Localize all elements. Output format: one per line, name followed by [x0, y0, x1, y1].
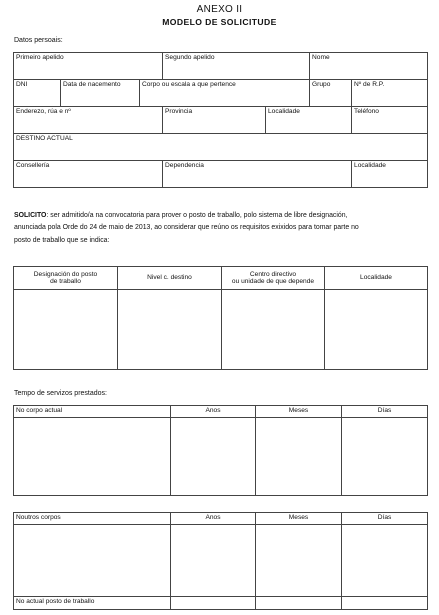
- current-corps-years-cell[interactable]: [171, 418, 256, 496]
- current-corps-days-cell[interactable]: [342, 418, 428, 496]
- first-surname-field[interactable]: [14, 53, 163, 80]
- other-days-header: [342, 513, 428, 525]
- current-corps-months-cell[interactable]: [256, 418, 342, 496]
- other-corps-years-cell[interactable]: [171, 525, 256, 597]
- phone-label: Teléfono: [354, 108, 379, 115]
- other-corps-label: Noutros corpos: [16, 514, 61, 521]
- corps-field[interactable]: [140, 80, 310, 107]
- directive-centre-line-1: Centro directivo: [249, 270, 297, 278]
- years-label: Anos: [205, 407, 221, 414]
- other-corps-months-cell[interactable]: [256, 525, 342, 597]
- request-line-1-text: : ser admitido/a na convocatoria para prover o posto de traballo, polo sistema de libre designación,: [46, 212, 348, 219]
- current-post-label: No actual posto de traballo: [16, 598, 95, 605]
- second-surname-field[interactable]: [163, 53, 310, 80]
- locality-label: Localidade: [268, 108, 300, 115]
- annex-number: ANEXO II: [196, 4, 243, 15]
- other-corps-table: [13, 512, 428, 610]
- destination-level-header: [118, 267, 222, 290]
- other-months-header: [256, 513, 342, 525]
- other-corps-days-cell[interactable]: [342, 525, 428, 597]
- post-locality-cell[interactable]: [325, 290, 428, 370]
- directive-centre-header: [222, 267, 325, 290]
- second-surname-label: Segundo apelido: [165, 54, 215, 61]
- current-corps-header: [14, 406, 171, 418]
- current-post-days-cell[interactable]: [342, 597, 428, 610]
- province-field[interactable]: [163, 107, 266, 134]
- personal-data-label: Datos persoais:: [14, 37, 63, 44]
- rp-number-label: Nº de R.P.: [354, 81, 385, 88]
- current-corps-cell[interactable]: [14, 418, 171, 496]
- dni-field[interactable]: [14, 80, 61, 107]
- department-field[interactable]: [163, 161, 352, 188]
- other-years-header: [171, 513, 256, 525]
- destination-locality-label: Localidade: [354, 162, 386, 169]
- current-post-row[interactable]: [14, 597, 171, 610]
- rp-number-field[interactable]: [352, 80, 428, 107]
- years-header: [171, 406, 256, 418]
- personal-data-table: [13, 52, 428, 188]
- current-corps-label: No corpo actual: [16, 407, 63, 414]
- birth-date-field[interactable]: [61, 80, 140, 107]
- days-label: Días: [377, 407, 392, 414]
- ministry-label: Consellería: [16, 162, 50, 169]
- current-destination-label: DESTINO ACTUAL: [16, 135, 73, 142]
- current-corps-table: [13, 405, 428, 496]
- name-label: Nome: [312, 54, 330, 61]
- group-field[interactable]: [310, 80, 352, 107]
- directive-centre-line-2: ou unidade de que depende: [231, 278, 315, 285]
- post-designation-line-1: Designación do posto: [33, 270, 98, 278]
- ministry-field[interactable]: [14, 161, 163, 188]
- destination-level-cell[interactable]: [118, 290, 222, 370]
- group-label: Grupo: [312, 81, 331, 88]
- address-label: Enderezo, rúa e nº: [16, 108, 71, 115]
- province-label: Provincia: [165, 108, 193, 115]
- request-lead: SOLICITO: [14, 212, 47, 219]
- post-designation-line-2: de traballo: [50, 278, 81, 285]
- other-corps-header: [14, 513, 171, 525]
- request-line-2: anunciada pola Orde do 24 de maio de 2013, ao considerar que reúno os requisitos exixidos para tomar parte no: [14, 224, 359, 232]
- dni-label: DNI: [16, 81, 28, 88]
- post-table: [13, 266, 428, 370]
- post-designation-cell[interactable]: [14, 290, 118, 370]
- department-label: Dependencia: [165, 162, 204, 169]
- phone-field[interactable]: [352, 107, 428, 134]
- first-surname-label: Primeiro apelido: [16, 54, 64, 61]
- request-line-1: [14, 210, 425, 222]
- birth-date-label: Data de nacemento: [63, 81, 121, 88]
- post-locality-label: Localidade: [360, 274, 392, 282]
- destination-locality-field[interactable]: [352, 161, 428, 188]
- other-months-label: Meses: [288, 514, 309, 521]
- name-field[interactable]: [310, 53, 428, 80]
- current-destination-field[interactable]: [14, 134, 428, 161]
- months-header: [256, 406, 342, 418]
- destination-level-label: Nivel c. destino: [147, 274, 192, 282]
- service-time-label: Tempo de servizos prestados:: [14, 390, 107, 397]
- address-field[interactable]: [14, 107, 163, 134]
- months-label: Meses: [288, 407, 309, 414]
- current-post-months-cell[interactable]: [256, 597, 342, 610]
- other-years-label: Anos: [205, 514, 221, 521]
- current-post-years-cell[interactable]: [171, 597, 256, 610]
- directive-centre-cell[interactable]: [222, 290, 325, 370]
- other-days-label: Días: [377, 514, 392, 521]
- locality-field[interactable]: [266, 107, 352, 134]
- form-title: MODELO DE SOLICITUDE: [162, 17, 277, 27]
- corps-label: Corpo ou escala a que pertence: [142, 81, 236, 88]
- other-corps-cell[interactable]: [14, 525, 171, 597]
- days-header: [342, 406, 428, 418]
- request-line-3: posto de traballo que se indica:: [14, 236, 110, 244]
- post-locality-header: [325, 267, 428, 290]
- request-paragraph: [14, 210, 425, 247]
- post-designation-header: [14, 267, 118, 290]
